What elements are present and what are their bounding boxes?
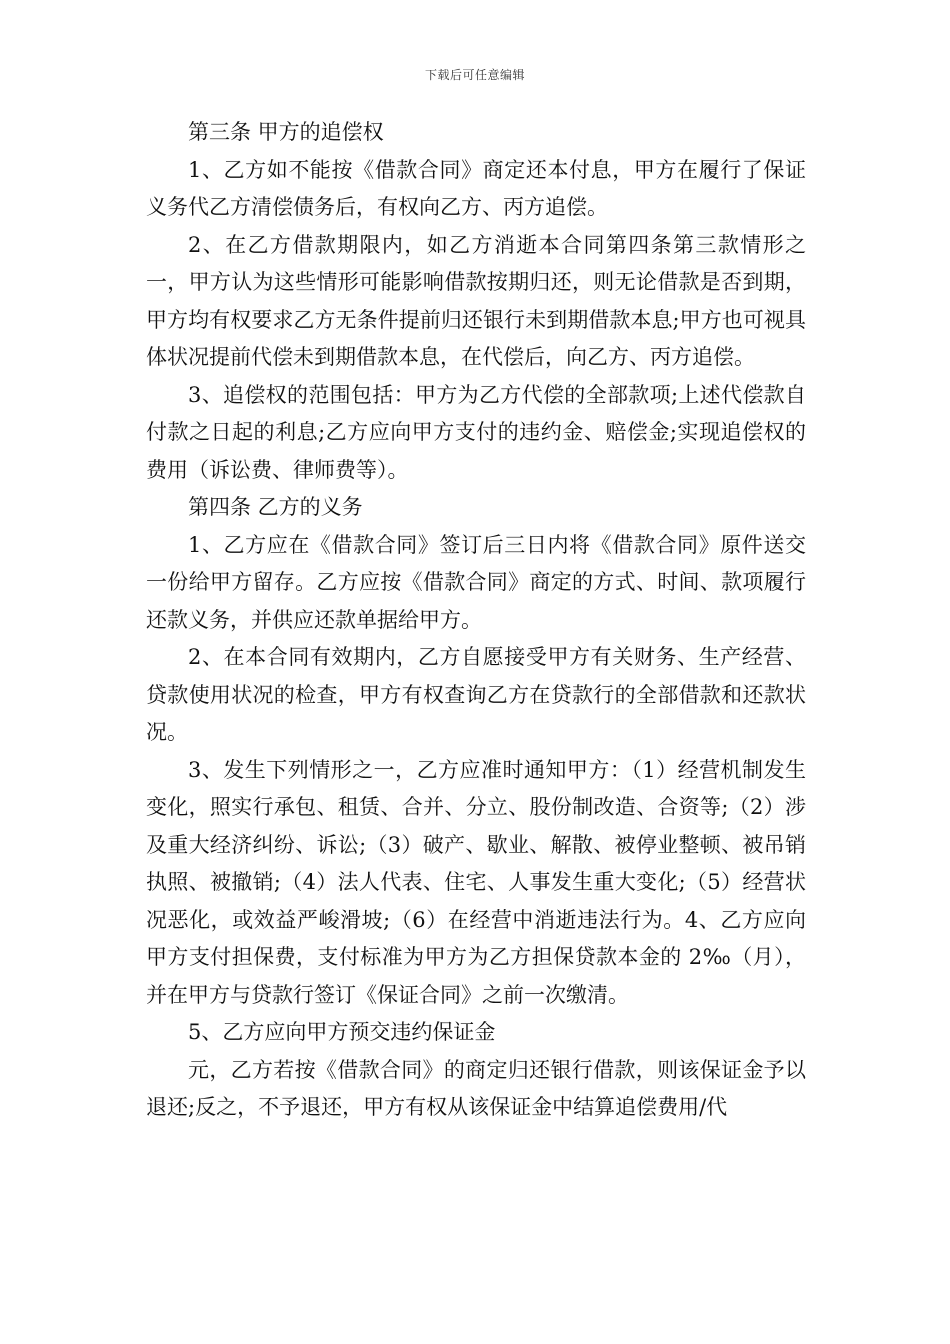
article-4-clause-5-continued: 元，乙方若按《借款合同》的商定归还银行借款，则该保证金予以退还;反之，不予退还，甲方有权从该保证金中结算追偿费用/代 bbox=[146, 1057, 806, 1119]
article-4-clause-2: 2、在本合同有效期内，乙方自愿接受甲方有关财务、生产经营、贷款使用状况的检查，甲方有权查询乙方在贷款行的全部借款和还款状况。 bbox=[146, 645, 806, 744]
article-3-heading: 第三条 甲方的追偿权 bbox=[188, 120, 384, 144]
article-4-heading: 第四条 乙方的义务 bbox=[188, 495, 363, 519]
article-4-clause-1: 1、乙方应在《借款合同》签订后三日内将《借款合同》原件送交一份给甲方留存。乙方应按《借款合同》商定的方式、时间、款项履行还款义务，并供应还款单据给甲方。 bbox=[146, 532, 806, 632]
header-note: 下载后可任意编辑 bbox=[424, 68, 525, 82]
article-3-clause-1: 1、乙方如不能按《借款合同》商定还本付息，甲方在履行了保证义务代乙方清偿债务后，有权向乙方、丙方追偿。 bbox=[146, 157, 806, 219]
article-4-clause-5: 5、乙方应向甲方预交违约保证金 bbox=[188, 1020, 496, 1044]
article-3-clause-3: 3、追偿权的范围包括：甲方为乙方代偿的全部款项;上述代偿款自付款之日起的利息;乙方应向甲方支付的违约金、赔偿金;实现追偿权的费用（诉讼费、律师费等）。 bbox=[146, 382, 806, 482]
article-3-clause-2: 2、在乙方借款期限内，如乙方消逝本合同第四条第三款情形之一，甲方认为这些情形可能影响借款按期归还，则无论借款是否到期，甲方均有权要求乙方无条件提前归还银行未到期借款本息;甲方也可视具体状况提前代偿未到期借款本息，在代偿后，向乙方、丙方追偿。 bbox=[146, 232, 806, 369]
document-body bbox=[146, 114, 806, 1127]
article-4-clause-3: 3、发生下列情形之一，乙方应准时通知甲方：（1）经营机制发生变化，照实行承包、租赁、合并、分立、股份制改造、合资等;（2）涉及重大经济纠纷、诉讼;（3）破产、歇业、解散、被停业整顿、被吊销执照、被撤销;（4）法人代表、住宅、人事发生重大变化;（5）经营状况恶化，或效益严峻滑坡;（6）在经营中消逝违法行为。4、乙方应向甲方支付担保费，支付标准为甲方为乙方担保贷款本金的 2‰（月），并在甲方与贷款行签订《保证合同》之前一次缴清。 bbox=[146, 757, 806, 1007]
